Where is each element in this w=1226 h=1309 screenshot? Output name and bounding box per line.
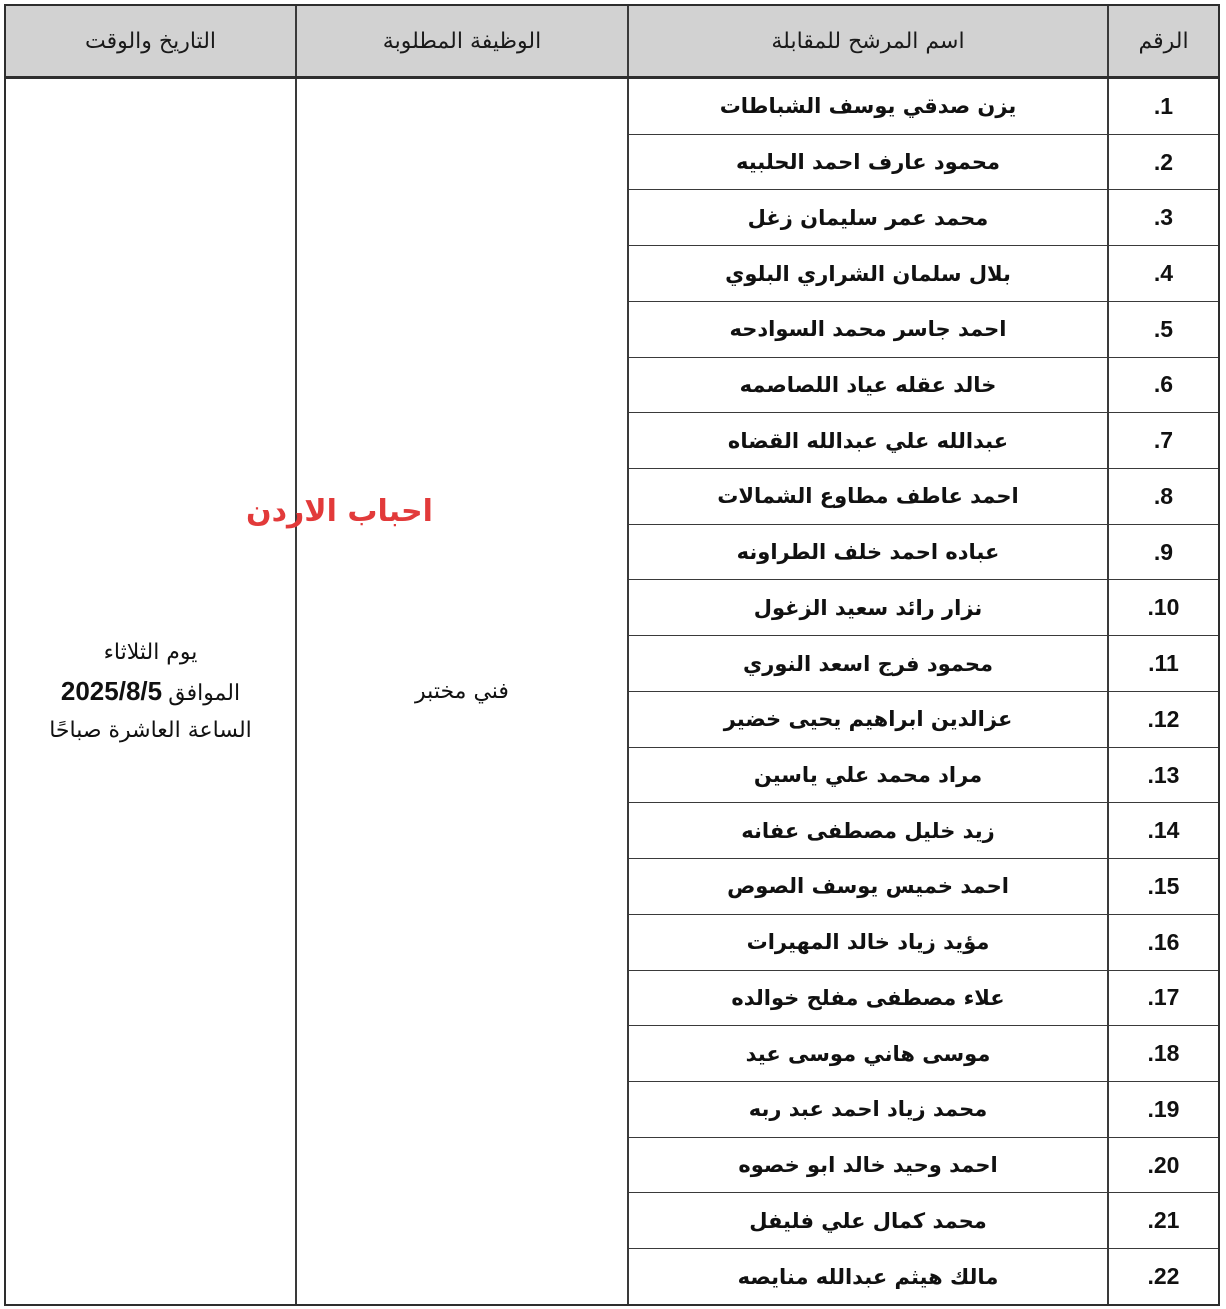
date-time-cell — [6, 78, 296, 1305]
row-number: .4 — [1108, 246, 1218, 302]
candidate-name: موسى هاني موسى عيد — [628, 1026, 1108, 1082]
row-number: .14 — [1108, 803, 1218, 859]
table-row — [6, 78, 1218, 135]
row-number: .12 — [1108, 691, 1218, 747]
row-number: .8 — [1108, 469, 1218, 525]
row-number: .18 — [1108, 1026, 1218, 1082]
table-body — [6, 78, 1218, 1305]
candidate-name: بلال سلمان الشراري البلوي — [628, 246, 1108, 302]
header-date-time: التاريخ والوقت — [6, 6, 296, 78]
row-number: .22 — [1108, 1249, 1218, 1304]
row-number: .7 — [1108, 413, 1218, 469]
table-header-row — [6, 6, 1218, 78]
candidate-name: محمد زياد احمد عبد ربه — [628, 1081, 1108, 1137]
interview-time: الساعة العاشرة صباحًا — [49, 717, 252, 743]
row-number: .21 — [1108, 1193, 1218, 1249]
candidate-name: نزار رائد سعيد الزغول — [628, 580, 1108, 636]
row-number: .13 — [1108, 747, 1218, 803]
interview-date-prefix: الموافق — [168, 679, 241, 705]
row-number: .19 — [1108, 1081, 1218, 1137]
candidate-name: احمد وحيد خالد ابو خصوه — [628, 1137, 1108, 1193]
candidates-table-container — [4, 4, 1220, 1306]
candidate-name: علاء مصطفى مفلح خوالده — [628, 970, 1108, 1026]
candidate-name: مالك هيثم عبدالله منايصه — [628, 1249, 1108, 1304]
candidate-name: محمود عارف احمد الحلبيه — [628, 134, 1108, 190]
candidate-name: عبدالله علي عبدالله القضاه — [628, 413, 1108, 469]
candidate-name: عزالدين ابراهيم يحيى خضير — [628, 691, 1108, 747]
watermark-text: احباب الاردن — [246, 494, 433, 529]
candidate-name: محمد كمال علي فليفل — [628, 1193, 1108, 1249]
interview-date-line — [6, 672, 295, 712]
row-number: .17 — [1108, 970, 1218, 1026]
candidate-name: احمد عاطف مطاوع الشمالات — [628, 469, 1108, 525]
row-number: .6 — [1108, 357, 1218, 413]
candidate-name: محمد عمر سليمان زغل — [628, 190, 1108, 246]
interview-day: يوم الثلاثاء — [103, 639, 198, 665]
header-job-title: الوظيفة المطلوبة — [296, 6, 628, 78]
candidate-name: محمود فرج اسعد النوري — [628, 636, 1108, 692]
row-number: .2 — [1108, 134, 1218, 190]
row-number: .5 — [1108, 301, 1218, 357]
row-number: .20 — [1108, 1137, 1218, 1193]
candidate-name: عباده احمد خلف الطراونه — [628, 524, 1108, 580]
candidate-name: زيد خليل مصطفى عفانه — [628, 803, 1108, 859]
row-number: .15 — [1108, 859, 1218, 915]
candidate-name: يزن صدقي يوسف الشباطات — [628, 78, 1108, 135]
candidate-name: احمد خميس يوسف الصوص — [628, 859, 1108, 915]
row-number: .1 — [1108, 78, 1218, 135]
row-number: .11 — [1108, 636, 1218, 692]
row-number: .3 — [1108, 190, 1218, 246]
candidates-table — [6, 6, 1218, 1304]
job-title-cell: فني مختبر — [296, 78, 628, 1305]
candidate-name: خالد عقله عياد اللصاصمه — [628, 357, 1108, 413]
header-number: الرقم — [1108, 6, 1218, 78]
candidate-name: مؤيد زياد خالد المهيرات — [628, 914, 1108, 970]
row-number: .10 — [1108, 580, 1218, 636]
interview-date: 2025/8/5 — [60, 675, 163, 706]
header-candidate-name: اسم المرشح للمقابلة — [628, 6, 1108, 78]
row-number: .16 — [1108, 914, 1218, 970]
row-number: .9 — [1108, 524, 1218, 580]
candidate-name: احمد جاسر محمد السوادحه — [628, 301, 1108, 357]
candidate-name: مراد محمد علي ياسين — [628, 747, 1108, 803]
